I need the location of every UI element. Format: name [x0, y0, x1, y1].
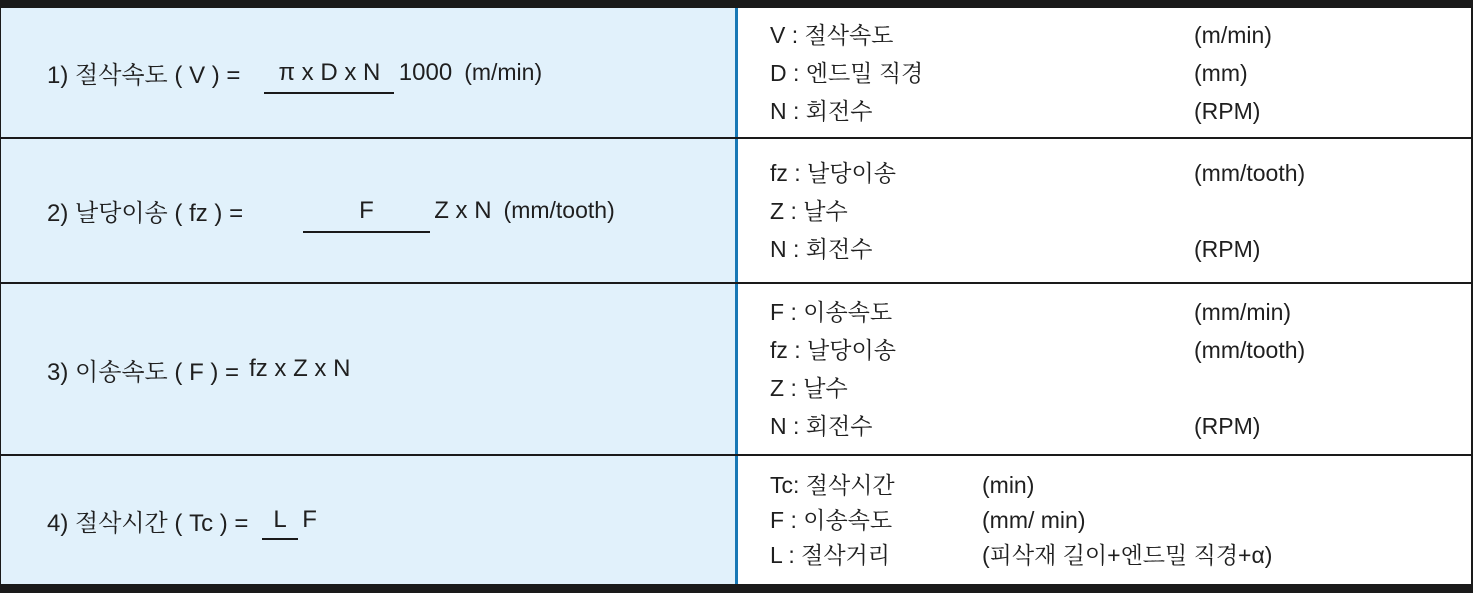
variable-unit: (mm/tooth) [1194, 159, 1306, 186]
variable-term: Z : 날수 [770, 375, 848, 401]
variable-unit: (mm/ min) [982, 506, 1086, 533]
formula-cell [1, 456, 738, 584]
variable-unit: (RPM) [1194, 97, 1261, 124]
variable-line [770, 293, 1471, 331]
fraction-denominator: F [302, 506, 317, 533]
variable-line [770, 16, 1471, 54]
variable-line [770, 331, 1471, 369]
formula-cell [1, 284, 738, 454]
variable-line [770, 92, 1471, 130]
variables-cell [738, 284, 1471, 454]
variable-line [770, 407, 1471, 445]
fraction-numerator: π x D x N [264, 59, 394, 94]
formula-expression: fz x Z x N [249, 355, 351, 382]
variable-line [770, 230, 1471, 268]
formula-row-feed-rate [1, 284, 1471, 454]
fraction [264, 59, 452, 87]
fraction [262, 506, 316, 534]
variables-cell [738, 139, 1471, 282]
variables-cell [738, 8, 1471, 137]
formula-row-cutting-speed [1, 8, 1471, 137]
variable-line [770, 54, 1471, 92]
formula-row-cutting-time [1, 456, 1471, 584]
variable-term: L : 절삭거리 [770, 541, 890, 568]
fraction-denominator: Z x N [434, 196, 492, 224]
fraction-denominator: 1000 [398, 58, 453, 86]
variable-unit: (RPM) [1194, 413, 1261, 439]
variable-unit: (mm) [1194, 59, 1248, 86]
row-label: 1) 절삭속도 ( V ) = [47, 62, 241, 89]
variable-term: F : 이송속도 [770, 506, 893, 533]
variable-line [770, 369, 1471, 407]
fraction [303, 197, 491, 225]
variable-unit: (m/min) [1194, 21, 1272, 48]
variable-term: Tc: 절삭시간 [770, 471, 895, 498]
variable-line [770, 192, 1471, 230]
row-label: 4) 절삭시간 ( Tc ) = [47, 509, 249, 537]
variable-term: F : 이송속도 [770, 299, 893, 325]
formula-cell [1, 8, 738, 137]
variable-term: fz : 날당이송 [770, 159, 896, 186]
formula-row-feed-per-tooth [1, 139, 1471, 282]
variables-cell [738, 456, 1471, 584]
variable-term: N : 회전수 [770, 97, 873, 124]
variable-term: N : 회전수 [770, 235, 873, 262]
variable-term: V : 절삭속도 [770, 21, 894, 48]
variable-term: D : 엔드밀 직경 [770, 59, 924, 86]
row-label: 2) 날당이송 ( fz ) = [47, 200, 244, 227]
variable-unit: (mm/min) [1194, 299, 1292, 325]
row-label: 3) 이송속도 ( F ) = [47, 358, 240, 386]
variable-unit: (RPM) [1194, 235, 1261, 262]
variable-term: fz : 날당이송 [770, 337, 896, 363]
fraction-numerator: F [303, 197, 430, 233]
variable-line [770, 154, 1471, 192]
variable-unit: (피삭재 길이+엔드밀 직경+α) [982, 541, 1273, 568]
variable-term: Z : 날수 [770, 197, 848, 224]
formula-unit: (m/min) [464, 59, 543, 85]
formula-unit: (mm/tooth) [503, 197, 615, 223]
variable-line [770, 468, 1471, 503]
variable-term: N : 회전수 [770, 413, 873, 439]
variable-unit: (mm/tooth) [1194, 337, 1306, 363]
fraction-numerator: L [262, 506, 297, 540]
variable-unit: (min) [982, 471, 1035, 498]
formula-cell [1, 139, 738, 282]
variable-line [770, 503, 1471, 538]
variable-line [770, 538, 1471, 573]
